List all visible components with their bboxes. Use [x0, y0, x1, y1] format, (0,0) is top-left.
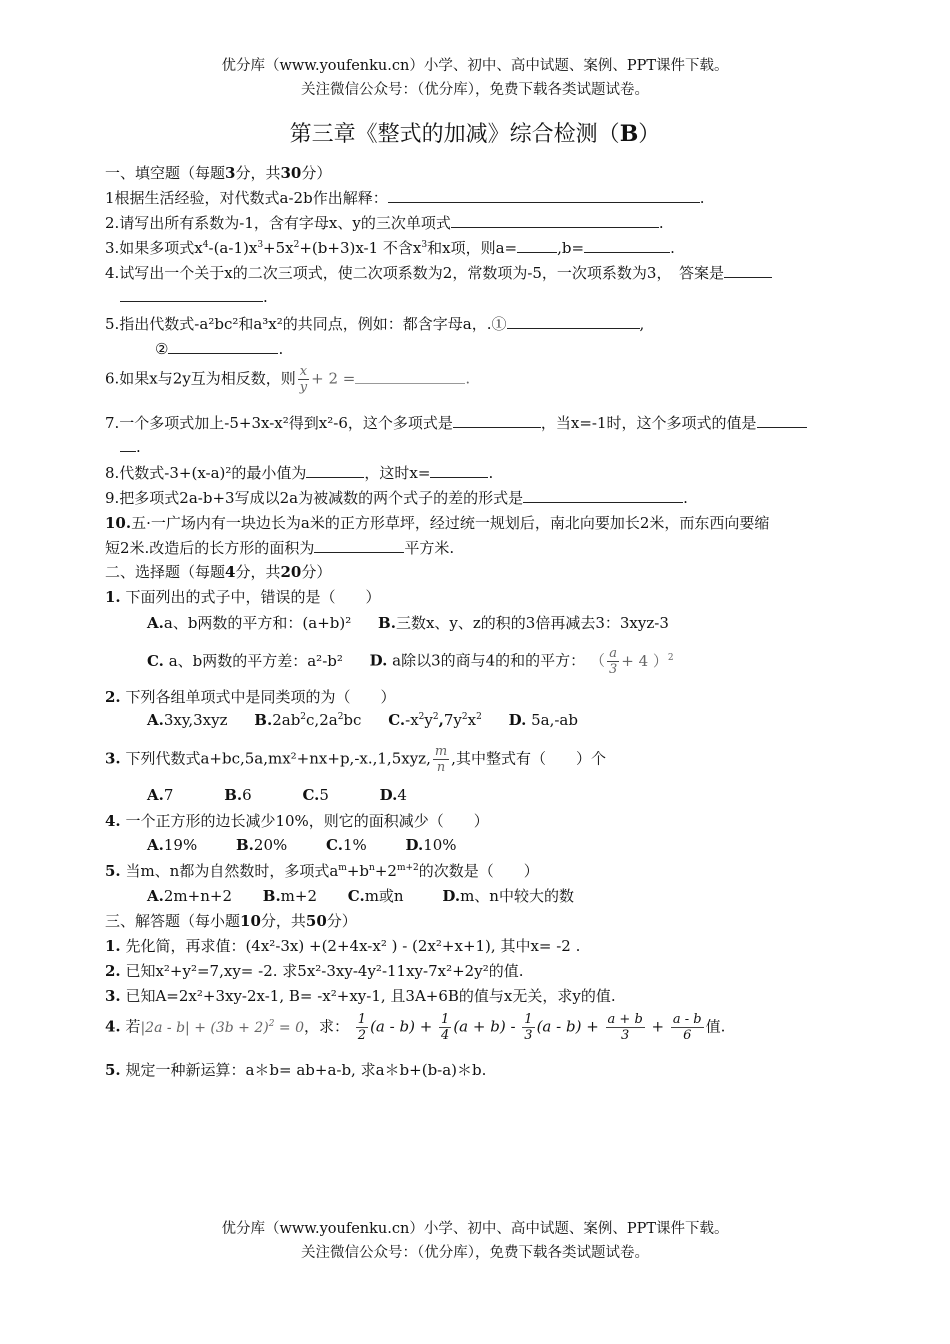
fill-q5: 5.指出代数式-a²bc²和a³x²的共同点，例如：都含字母a，.① ,: [105, 315, 645, 333]
option-a[interactable]: A.3xy,3xyz: [147, 711, 228, 729]
fill-q4-continuation: .: [120, 287, 870, 306]
page-title: 第三章《整式的加减》综合检测（B）: [289, 121, 661, 147]
solve-q2: 2. 已知x²+y²=7,xy= -2. 求5x²-3xy-4y²-11xy-7x²+2y²的值.: [105, 962, 524, 980]
choice-q4-options: [147, 836, 870, 854]
answer-blank[interactable]: [757, 413, 807, 428]
option-c[interactable]: C. a、b两数的平方差：a²-b²: [147, 651, 343, 670]
fraction-x-over-y: $\frac{x}{y}$: [299, 364, 308, 395]
option-a[interactable]: A.a、b两数的平方和：(a+b)²: [147, 614, 352, 632]
option-c[interactable]: C.m或n: [347, 887, 404, 905]
answer-blank[interactable]: [430, 463, 488, 478]
choice-q5: 5. 当m、n都为自然数时，多项式$a^m+b^n+2^{m+2}$的次数是（ ）: [105, 862, 539, 880]
option-b[interactable]: $B.2ab^2c,2a^2bc$: [254, 711, 362, 729]
solve-q1: 1. 先化简，再求值：(4x²-3x) +(2+4x-x² ) - (2x²+x+1), 其中x= -2 .: [105, 937, 581, 955]
fraction-1-2: $\frac{1}{2}$: [357, 1012, 367, 1043]
option-b[interactable]: B.6: [224, 786, 252, 804]
fill-q8: 8.代数式-3+(x-a)²的最小值为 ，这时x= .: [105, 464, 494, 482]
option-d[interactable]: D.m、n中较大的数: [442, 887, 574, 905]
choice-q5-options: [147, 885, 870, 906]
option-c[interactable]: C.5: [302, 786, 329, 804]
fill-q2: 2.请写出所有系数为-1，含有字母x、y的三次单项式 .: [105, 214, 664, 232]
option-a[interactable]: A.2m+n+2: [147, 887, 232, 905]
fill-q7: 7.一个多项式加上-5+3x-x²得到x²-6，这个多项式是 ，当x=-1时，这个多项式的值是: [105, 412, 870, 433]
option-a[interactable]: A.19%: [147, 836, 198, 854]
answer-blank[interactable]: [120, 287, 263, 302]
option-b[interactable]: B.20%: [236, 836, 288, 854]
fraction-1-3: $\frac{1}{3}$: [524, 1012, 533, 1043]
answer-blank[interactable]: [451, 213, 659, 228]
solve-q5: 5. 规定一种新运算：a＊b= ab+a-b, 求a＊b+(b-a)＊b.: [105, 1061, 487, 1079]
page-footer-line2: 关注微信公众号：（优分库），免费下载各类试题试卷。: [301, 1245, 649, 1261]
answer-blank[interactable]: [453, 413, 541, 428]
answer-blank[interactable]: [355, 369, 465, 384]
choice-q3-options: [147, 786, 870, 804]
choice-q2: 2. 下列各组单项式中是同类项的为（ ）: [105, 688, 396, 706]
fill-q3: 3.如果多项式$x^4-(a-1)x^3+5x^2+(b+3)x-1$ 不含$x^3$和x项，则a= ,b= .: [105, 239, 675, 257]
option-b[interactable]: B.m+2: [262, 887, 318, 905]
answer-blank[interactable]: [523, 488, 683, 503]
fill-q9: 9.把多项式2a-b+3写成以2a为被减数的两个式子的差的形式是 .: [105, 489, 688, 507]
page-footer-line1: 优分库（www.youfenku.cn）小学、初中、高中试题、案例、PPT课件下载。: [221, 1221, 729, 1237]
option-b[interactable]: B.三数x、y、z的积的3倍再减去3：3xyz-3: [378, 614, 669, 632]
solve-q4: 4. 若$|2a - b| + (3b + 2)^2 = 0$，求： $\frac{1}{2}$ (a - b) + $\frac{1}{4}$ (a + b) - $\frac{1}{3}$ (a - b) + $\frac{a + b}{3}$ + $\frac{a - b}{6}$ 值.: [105, 1012, 726, 1043]
answer-blank[interactable]: [507, 314, 640, 329]
fill-q7-continuation: .: [120, 437, 870, 456]
section1-heading: 一、填空题（每题3分，共30分）: [105, 164, 332, 182]
fill-q6: 6.如果x与2y互为相反数，则 $\frac{x}{y}$ + 2 = .: [105, 364, 471, 395]
answer-blank[interactable]: [388, 188, 700, 203]
answer-blank[interactable]: [584, 238, 670, 253]
fill-q5-part2: ② .: [155, 340, 284, 358]
page-header-line2: 关注微信公众号：（优分库），免费下载各类试题试卷。: [301, 82, 649, 98]
fill-q4: 4.试写出一个关于x的二次三项式，使二次项系数为2，常数项为-5，一次项系数为3， 答案是: [105, 262, 870, 283]
answer-blank[interactable]: [120, 437, 136, 452]
fraction-a-over-3: $\frac{a}{3}$: [608, 646, 618, 677]
fill-q1: 1根据生活经验，对代数式a-2b作出解释： .: [105, 189, 705, 207]
answer-blank[interactable]: [724, 263, 772, 278]
fraction-amb-6: $\frac{a - b}{6}$: [672, 1012, 702, 1043]
option-d[interactable]: D. a除以3的商与4的和的平方： （ $\frac{a}{3}$ + 4 ）$^2$: [369, 646, 674, 677]
choice-q2-options: [147, 711, 870, 729]
option-d[interactable]: D.4: [379, 786, 407, 804]
option-d[interactable]: D. 5a,-ab: [508, 711, 578, 729]
fraction-1-4: $\frac{1}{4}$: [441, 1012, 450, 1043]
choice-q1-options-cd: [147, 646, 870, 677]
fraction-apb-3: $\frac{a + b}{3}$: [607, 1012, 643, 1043]
page-header-line1: 优分库（www.youfenku.cn）小学、初中、高中试题、案例、PPT课件下载。: [221, 58, 729, 74]
answer-blank[interactable]: [517, 238, 557, 253]
answer-blank[interactable]: [306, 463, 364, 478]
solve-q3: 3. 已知A=2x²+3xy-2x-1, B= -x²+xy-1, 且3A+6B的值与x无关，求y的值.: [105, 987, 616, 1005]
choice-q3: 3. 下列代数式a+bc,5a,mx²+nx+p,-x.,1,5xyz, $\frac{m}{n}$ ,其中整式有（ ）个: [105, 744, 606, 775]
option-c[interactable]: C.1%: [326, 836, 367, 854]
section3-heading: 三、解答题（每小题10分，共50分）: [105, 912, 357, 930]
section2-heading: 二、选择题（每题4分，共20分）: [105, 563, 332, 581]
fill-q10: 10.五·一广场内有一块边长为a米的正方形草坪，经过统一规划后，南北向要加长2米，而东西向要缩: [105, 514, 770, 532]
answer-blank[interactable]: [168, 339, 278, 354]
option-a[interactable]: A.7: [147, 786, 174, 804]
option-d[interactable]: D.10%: [405, 836, 457, 854]
fraction-m-over-n: $\frac{m}{n}$: [434, 744, 448, 775]
answer-blank[interactable]: [314, 538, 404, 553]
fill-q10-continuation: 短2米.改造后的长方形的面积为 平方米.: [105, 539, 455, 557]
choice-q1-options-ab: [147, 612, 870, 633]
choice-q4: 4. 一个正方形的边长减少10%，则它的面积减少（ ）: [105, 812, 489, 830]
choice-q1: 1. 下面列出的式子中，错误的是（ ）: [105, 588, 381, 606]
option-c[interactable]: $C.-x^2y^2,7y^2x^2$: [388, 711, 482, 729]
